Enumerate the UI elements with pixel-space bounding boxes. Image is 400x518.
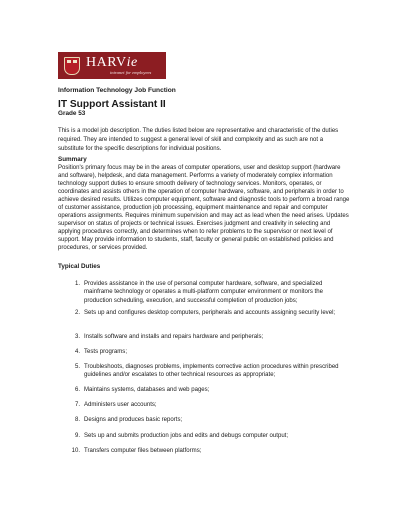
job-title: IT Support Assistant II — [58, 99, 166, 110]
duty-text: Sets up and configures desktop computers, peripherals and accounts assigning security level; — [84, 310, 336, 316]
duty-text: Provides assistance in the use of personal computer hardware, software, and specialized mainframe technology or operates a multi-platform computer environment or monitors the production scheduling, execution, and successful completion of production jobs; — [84, 281, 323, 304]
duty-text: Installs software and installs and repairs hardware and peripherals; — [84, 334, 264, 340]
duty-number: 2. — [74, 310, 80, 316]
duty-number: 7. — [74, 402, 80, 408]
typical-duties-heading: Typical Duties — [58, 263, 101, 270]
duty-number: 10. — [71, 448, 80, 454]
logo-brand: HARVie — [86, 54, 138, 70]
duty-number: 1. — [74, 281, 80, 287]
job-function-heading: Information Technology Job Function — [58, 87, 176, 94]
duty-number: 4. — [74, 349, 80, 355]
duty-text: Sets up and submits production jobs and edits and debugs computer output; — [84, 433, 289, 439]
duty-text: Tests programs; — [84, 349, 128, 355]
harvard-shield-icon — [64, 57, 80, 75]
duty-text: Administers user accounts; — [84, 402, 157, 408]
duty-number: 5. — [74, 364, 80, 370]
intro-paragraph: This is a model job description. The duties listed below are representative and characteristic of the duties required. They are intended to suggest a general level of skill and complexity and as such are not a substitute for the specific descriptions for individual positions. — [58, 128, 339, 152]
duty-number: 9. — [74, 433, 80, 439]
summary-paragraph: Position's primary focus may be in the areas of computer operations, user and desktop support (hardware and software), helpdesk, and data management. Performs a variety of moderately complex information technology support duties to ensure smooth delivery of technology services. Monitors, operates, or coordinates and assists others in the operation of computer hardware, software, and peripherals in order to achieve desired results. Utilizes computer equipment, software and diagnostic tools to perform a broad range of customer assistance, production job processing, equipment maintenance and repair and computer operations assignments. Requires minimum supervision and may act as lead when the need arises. Updates supervisor on status of projects or technical issues. Exercises judgment and creativity in selecting and applying procedures correctly, and determines when to refer problems to the supervisor or next level of support. May provide information to students, staff, faculty or general public on established policies and procedures, or services provided. — [58, 165, 350, 252]
job-grade: Grade 53 — [58, 110, 86, 117]
duty-number: 6. — [74, 387, 80, 393]
summary-heading: Summary — [58, 156, 87, 163]
duty-text: Troubleshoots, diagnoses problems, implements corrective action procedures within prescribed guidelines and/or escalates to other technical resources as appropriate; — [84, 364, 339, 379]
duty-number: 3. — [74, 334, 80, 340]
duty-number: 8. — [74, 417, 80, 423]
duty-text: Designs and produces basic reports; — [84, 417, 183, 423]
duty-text: Transfers computer files between platforms; — [84, 448, 202, 454]
harvie-logo — [58, 52, 166, 79]
logo-tagline: intranet for employees — [110, 69, 152, 75]
duty-text: Maintains systems, databases and web pages; — [84, 387, 210, 393]
